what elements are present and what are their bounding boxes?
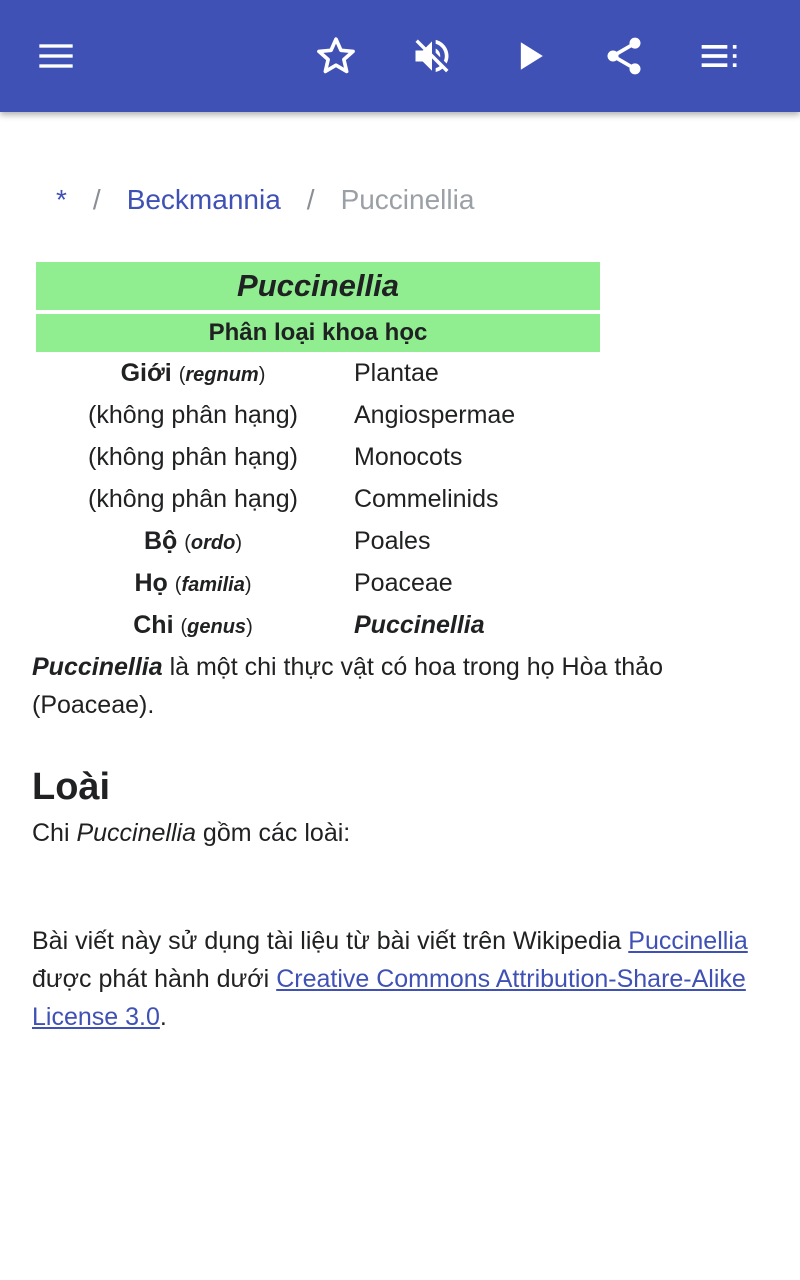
infobox-row-genus: [36, 604, 600, 646]
infobox-title: Puccinellia: [36, 262, 600, 310]
rank-value: Angiospermae: [354, 401, 516, 429]
rank-value: Poaceae: [354, 569, 453, 597]
rank-value: Commelinids: [354, 485, 499, 513]
contents-button[interactable]: [692, 28, 748, 84]
rank-label: Giới (regnum): [120, 359, 266, 387]
license-link[interactable]: Creative Commons Attribution-Share-Alike License 3.0: [32, 965, 746, 1031]
rank-label: (không phân hạng): [88, 485, 298, 513]
mute-button[interactable]: [404, 28, 460, 84]
infobox-row-unranked: [36, 478, 600, 520]
intro-genus-name: Puccinellia: [32, 653, 163, 681]
share-button[interactable]: [596, 28, 652, 84]
breadcrumb-home[interactable]: *: [56, 184, 67, 215]
rank-label: (không phân hạng): [88, 401, 298, 429]
infobox-row-order: [36, 520, 600, 562]
rank-value: Poales: [354, 527, 431, 555]
infobox-row-unranked: [36, 394, 600, 436]
intro-text: là một chi thực vật có hoa trong họ Hòa thảo (Poaceae).: [32, 653, 663, 719]
rank-label: (không phân hạng): [88, 443, 298, 471]
share-icon: [602, 34, 646, 78]
intro-paragraph: [32, 648, 772, 724]
play-button[interactable]: [502, 28, 558, 84]
infobox-row-unranked: [36, 436, 600, 478]
play-icon: [508, 34, 552, 78]
star-outline-icon: [314, 34, 358, 78]
license-credits: Bài viết này sử dụng tài liệu từ bài viết trên Wikipedia Puccinellia được phát hành dưới Creative Commons Attribution-Share-Alike License 3.0.: [32, 927, 748, 1031]
infobox-row-kingdom: [36, 352, 600, 394]
infobox-subtitle: Phân loại khoa học: [36, 314, 600, 352]
breadcrumb: [56, 180, 474, 220]
rank-label: Bộ (ordo): [143, 527, 243, 555]
taxonomy-infobox: [36, 262, 600, 646]
breadcrumb-separator: /: [306, 184, 315, 215]
menu-icon: [36, 36, 76, 76]
species-genus-name: Puccinellia: [76, 819, 196, 847]
breadcrumb-separator: /: [92, 184, 101, 215]
rank-value: Plantae: [354, 359, 439, 387]
breadcrumb-current: Puccinellia: [340, 184, 475, 215]
source-article-link[interactable]: Puccinellia: [628, 927, 748, 955]
rank-value: Puccinellia: [354, 611, 485, 639]
section-heading: Loài: [32, 766, 111, 808]
playlist-icon: [698, 34, 742, 78]
infobox-row-family: [36, 562, 600, 604]
menu-button[interactable]: [28, 28, 84, 84]
species-paragraph: Chi Puccinellia gồm các loài:: [32, 819, 351, 847]
volume-off-icon: [410, 34, 454, 78]
rank-label: Họ (familia): [134, 569, 252, 597]
bookmark-button[interactable]: [308, 28, 364, 84]
rank-label: Chi (genus): [133, 611, 253, 639]
breadcrumb-parent[interactable]: Beckmannia: [126, 184, 281, 215]
rank-value: Monocots: [354, 443, 463, 471]
app-toolbar: [0, 0, 800, 112]
infobox-rows: [36, 352, 600, 646]
